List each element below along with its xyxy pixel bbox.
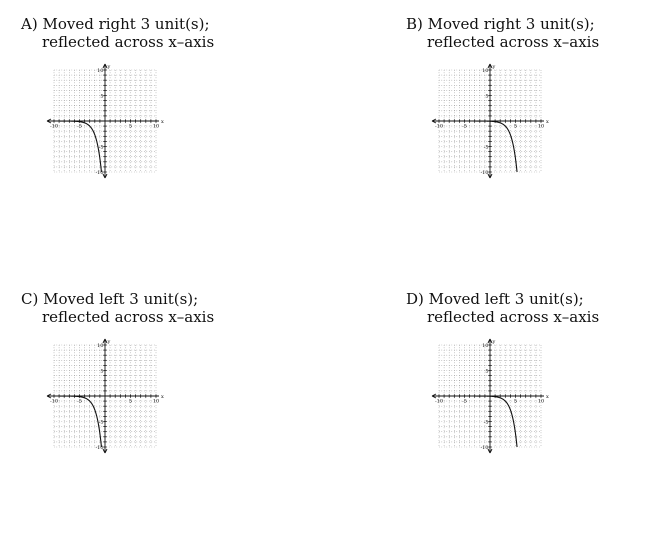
x-tick-label: -10 — [434, 123, 444, 130]
y-tick-label: -5 — [98, 144, 104, 151]
y-tick-label: -5 — [98, 419, 104, 426]
y-tick-label: 10 — [482, 67, 489, 74]
choice-c[interactable] — [21, 290, 321, 490]
choice-c-line2: reflected across x–axis — [42, 308, 215, 326]
function-curve — [439, 121, 517, 172]
y-tick-label: 5 — [100, 93, 104, 100]
y-tick-label: -10 — [480, 444, 489, 451]
y-axis-name: y — [492, 339, 496, 345]
choice-c-graph — [47, 340, 171, 460]
y-tick-label: -10 — [480, 169, 489, 176]
x-tick-label: 5 — [128, 123, 133, 130]
choice-d[interactable] — [406, 290, 653, 490]
choice-d-line2: reflected across x–axis — [427, 308, 600, 326]
choice-d-line1: D) Moved left 3 unit(s); — [406, 290, 584, 308]
choice-a-graph — [47, 65, 171, 185]
x-tick-label: 5 — [513, 123, 518, 130]
x-tick-label: -5 — [462, 398, 467, 405]
x-axis-name: x — [161, 393, 164, 400]
x-tick-label: 10 — [537, 123, 545, 130]
y-axis-name: y — [107, 64, 111, 70]
y-axis-name: y — [492, 64, 496, 70]
function-curve — [439, 396, 517, 447]
choice-a[interactable] — [21, 15, 321, 215]
x-tick-label: 5 — [513, 398, 518, 405]
y-tick-label: 5 — [485, 368, 489, 375]
choice-a-line2: reflected across x–axis — [42, 33, 215, 51]
x-tick-label: -5 — [462, 123, 467, 130]
y-tick-label: 5 — [485, 93, 489, 100]
y-axis-name: y — [107, 339, 111, 345]
y-tick-label: -10 — [95, 444, 104, 451]
x-tick-label: -5 — [77, 123, 82, 130]
x-tick-label: 5 — [128, 398, 133, 405]
x-axis-name: x — [161, 118, 164, 125]
choice-a-line1: A) Moved right 3 unit(s); — [21, 15, 210, 33]
y-tick-label: -5 — [483, 144, 489, 151]
x-tick-label: 10 — [152, 398, 160, 405]
y-tick-label: 10 — [482, 342, 489, 349]
choice-d-graph — [432, 340, 556, 460]
x-tick-label: -10 — [434, 398, 444, 405]
x-tick-label: -10 — [49, 123, 59, 130]
x-axis-name: x — [546, 393, 549, 400]
x-tick-label: -10 — [49, 398, 59, 405]
y-tick-label: 10 — [97, 342, 104, 349]
x-tick-label: 10 — [537, 398, 545, 405]
y-tick-label: -5 — [483, 419, 489, 426]
x-tick-label: -5 — [77, 398, 82, 405]
choice-b-graph — [432, 65, 556, 185]
x-tick-label: 10 — [152, 123, 160, 130]
choice-b-line2: reflected across x–axis — [427, 33, 600, 51]
choice-b-line1: B) Moved right 3 unit(s); — [406, 15, 595, 33]
y-tick-label: -10 — [95, 169, 104, 176]
y-tick-label: 5 — [100, 368, 104, 375]
x-axis-name: x — [546, 118, 549, 125]
choice-b[interactable] — [406, 15, 653, 215]
choice-c-line1: C) Moved left 3 unit(s); — [21, 290, 199, 308]
y-tick-label: 10 — [97, 67, 104, 74]
